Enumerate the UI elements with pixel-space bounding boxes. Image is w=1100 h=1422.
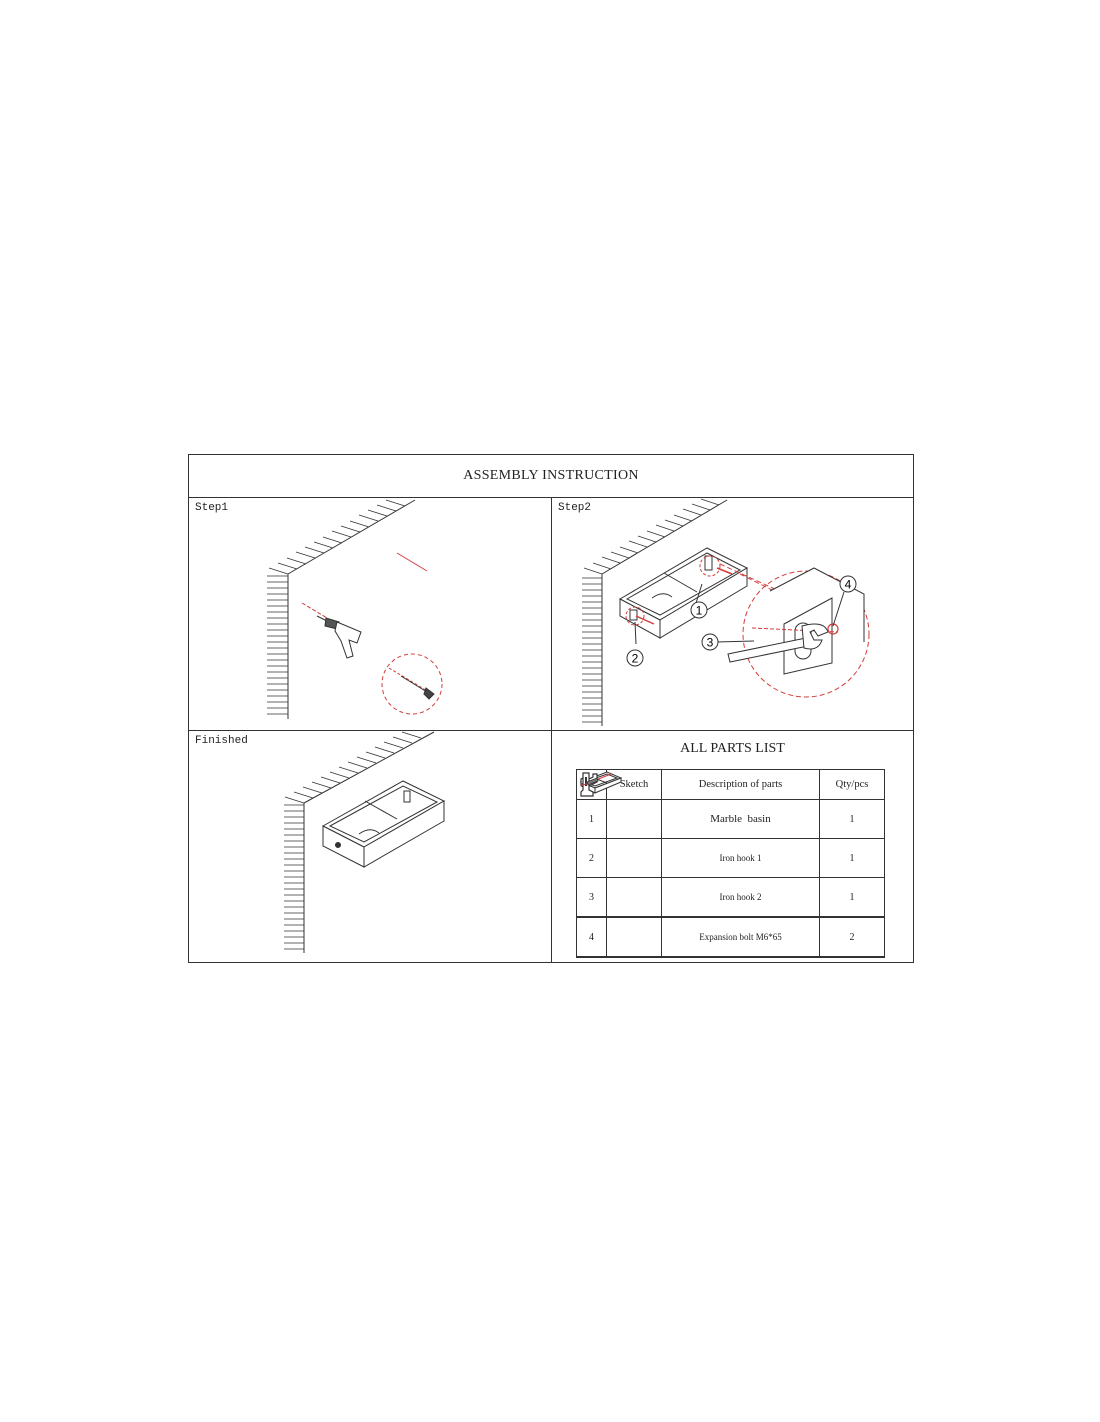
part-sketch [607, 878, 662, 918]
installed-basin-icon [323, 781, 444, 867]
finished-illustration [189, 731, 551, 961]
finished-panel [189, 731, 552, 962]
drill-guide-line [397, 553, 427, 571]
anchor-plug-icon [401, 676, 434, 699]
callout-2 [627, 650, 643, 666]
assembly-sheet [188, 454, 914, 963]
table-row [577, 839, 885, 878]
step2-label: Step2 [558, 502, 592, 514]
finished-label: Finished [195, 735, 248, 747]
part-qty: 1 [820, 878, 885, 918]
part-no: 3 [577, 878, 607, 918]
part-sketch [607, 800, 662, 839]
part-sketch [607, 917, 662, 957]
callout-4 [840, 576, 856, 592]
callout-3 [702, 634, 718, 650]
part-description: Iron hook 1 [662, 839, 820, 878]
part-qty: 1 [820, 800, 885, 839]
parts-list-title: ALL PARTS LIST [680, 741, 785, 756]
table-row [577, 917, 885, 957]
part-qty: 1 [820, 839, 885, 878]
part-no: 1 [577, 800, 607, 839]
step2-illustration [552, 498, 912, 730]
step2-panel [552, 498, 913, 731]
svg-text:3: 3 [706, 635, 714, 650]
part-qty: 2 [820, 917, 885, 957]
parts-list-panel [552, 731, 913, 962]
step1-panel [189, 498, 552, 731]
part-no: 4 [577, 917, 607, 957]
parts-table [576, 769, 885, 958]
part-description: Marble basin [662, 800, 820, 839]
sheet-title: ASSEMBLY INSTRUCTION [189, 455, 913, 498]
svg-text:1: 1 [695, 603, 703, 618]
part-description: Expansion bolt M6*65 [662, 917, 820, 957]
header-qty: Qty/pcs [820, 770, 885, 800]
header-description: Description of parts [662, 770, 820, 800]
drill-icon [317, 616, 361, 658]
callout-1 [691, 602, 707, 618]
svg-text:4: 4 [844, 577, 852, 592]
wall-corner-icon [267, 500, 415, 719]
svg-text:2: 2 [631, 651, 639, 666]
detail-circle [382, 654, 442, 714]
part-sketch [607, 839, 662, 878]
header-sketch: Sketch [607, 770, 662, 800]
table-row [577, 878, 885, 918]
part-no: 2 [577, 839, 607, 878]
expansion-bolt-sketch-icon [577, 770, 617, 790]
step1-illustration [189, 498, 551, 730]
part-description: Iron hook 2 [662, 878, 820, 918]
table-row [577, 800, 885, 839]
step1-label: Step1 [195, 502, 229, 514]
